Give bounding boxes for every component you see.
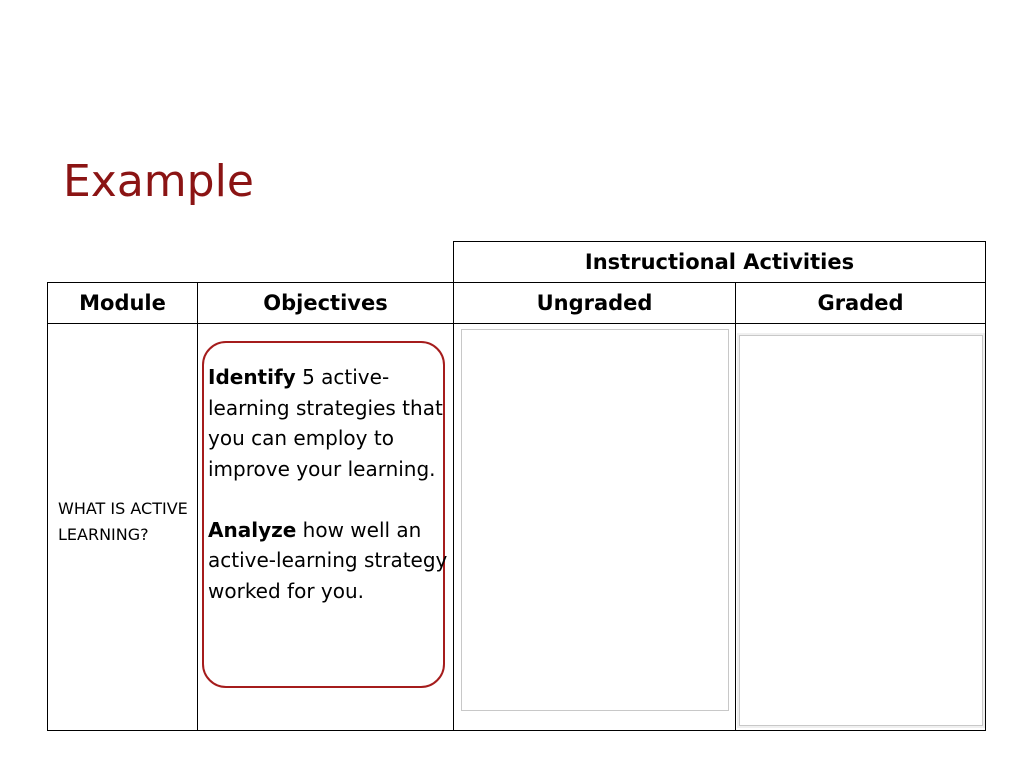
- objectives-cell: [197, 323, 454, 731]
- objective-text: 5 active-learning strategies that you can employ to improve your learning.: [208, 365, 443, 481]
- graded-cover-box: [739, 335, 983, 726]
- objectives-list: [208, 362, 448, 606]
- objective-item: [208, 362, 448, 484]
- column-header-graded: Graded: [735, 282, 986, 324]
- module-cell: [47, 323, 198, 731]
- objective-verb: Identify: [208, 365, 296, 389]
- objective-verb: Analyze: [208, 517, 297, 542]
- instructional-activities-header: Instructional Activities: [453, 241, 986, 283]
- activities-table: [47, 241, 985, 730]
- objective-text: how well an active-learning strategy worked for you.: [208, 517, 448, 603]
- column-header-module: Module: [47, 282, 198, 324]
- slide-title: Example: [63, 156, 254, 207]
- graded-activities-cell: [735, 323, 986, 731]
- ungraded-activities-cell: [453, 323, 736, 731]
- column-header-ungraded: Ungraded: [453, 282, 736, 324]
- column-header-objectives: Objectives: [197, 282, 454, 324]
- module-name: WHAT IS ACTIVE LEARNING?: [58, 499, 188, 544]
- table-corner-blank: [47, 241, 454, 283]
- objective-item: [208, 515, 448, 607]
- ungraded-cover-box: [461, 329, 729, 711]
